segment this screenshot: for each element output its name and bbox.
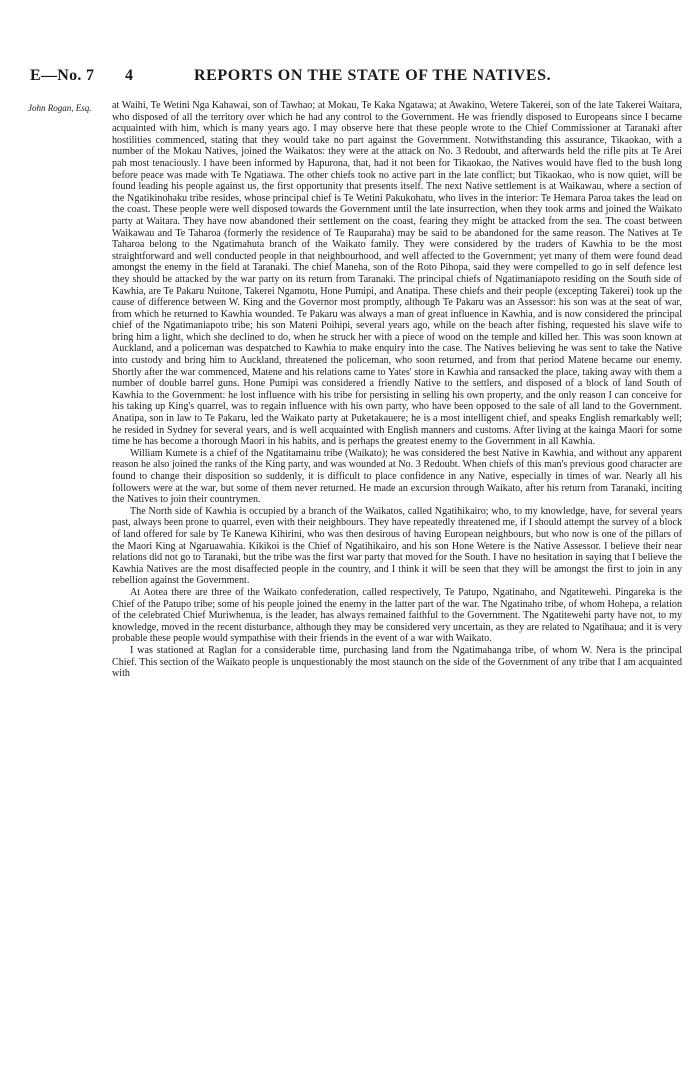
paragraph: I was stationed at Raglan for a considerable time, purchasing land from the Ngatimahanga tribe, of whom W. Nera is the principal Chief. This section of the Waikato people is unquestionably the most staunch on the side of the Government of any tribe that I am acquainted with: [112, 644, 682, 680]
body-text: [112, 100, 682, 680]
margin-author-note: John Rogan, Esq.: [28, 103, 92, 113]
paragraph: The North side of Kawhia is occupied by a branch of the Waikatos, called Ngatihikairo; who, to my knowledge, have, for several years past, always been prone to quarrel, even with their neighbours. They have repeatedly threatened me, if I should attempt the survey of a block of land offered for sale by Te Kanewa Kihirini, who was then desirous of having European neighbours, but who now is one of the pillars of the Maori King at Ngaruawahia. Kikikoi is the Chief of Ngatihikairo, and his son Hone Wetere is the Native Assessor. I believe their near relations did not go to Taranaki, but the tribe was the first war party that moved for the South. I have no hesitation in saying that I believe the Kawhia Natives are the most disaffected people in the country, and I think it will be seen that they will be amongst the first to join in any rebellion against the Government.: [112, 505, 682, 587]
paper-reference: E—No. 7: [30, 67, 95, 84]
paragraph: at Waihi, Te Wetini Nga Kahawai, son of Tawhao; at Mokau, Te Kaka Ngatawa; at Awakino, Wetere Takerei, son of the late Takerei Waitara, who disposed of all the territory over which he had any control to the Government. He was friendly disposed to Europeans since I became acquainted with him, which is many years ago. I may observe here that these people wrote to the Chief Commissioner at Taranaki after hostilities commenced, stating that they would take no part against the Government. Notwithstanding this assurance, Tikaokao, with a number of the Mokau Natives, joined the Waikatos: they were at the attack on No. 3 Redoubt, and afterwards held the rifle pits at Te Arei pah most tenaciously. I have been informed by Hapurona, that, had it not been for Tikaokao, the Natives would have fled to the bush long before peace was made with Te Ngatiawa. The other chiefs took no active part in the late conflict; but Tikaokao, who is now quiet, will be found leading his people against us, the first opportunity that presents itself. The next Native settlement is at Waikawau, where a section of the Ngatikinohaku tribe resides, whose principal chief is Te Wetini Pakukohatu, who lives in the interior: Te Hemara Paroa takes the lead on the coast. These people were well disposed towards the Government until the late insurrection, when they took arms and joined the Waikato party at Waitara. They have now abandoned their settlement on the coast, fearing they might be attacked from the sea. The coast between Waikawau and Te Taharoa (formerly the residence of Te Rauparaha) may be said to be abandoned for the same reason. The Natives at Te Taharoa belong to the Ngatimahuta branch of the Waikato family. They were considered by the traders of Kawhia to be the most straightforward and well conducted people in that neighbourhood, and well affected to the Government; yet many of them were found dead amongst the enemy in the field at Taranaki. The chief Maneha, son of the Roto Pihopa, said they were compelled to go in self defence lest they should be attacked by the war party on its return from Taranaki. The principal chiefs of Ngatimaniapoto residing on the South side of Kawhia, are Te Pakaru Nuitone, Takerei Ngamotu, Hone Pumipi, and Anatipa. These chiefs and their people (excepting Takerei) took up the cause of difference between W. King and the Governor most promptly, although Te Pakaru was an Assessor: his son was at the seat of war, from which he returned to Kawhia wounded. Te Pakaru was always a man of great influence in Kawhia, and is now considered the principal chief of the Ngatimaniapoto tribe; his son Mateni Poihipi, several years ago, while on the beach after fishing, requested his slave wife to bring him a light, which she declined to do, when he struck her with a piece of wood on the temple and killed her. This was soon known at Auckland, and a policeman was despatched to Kawhia to make enquiry into the case. The Natives believing he was sent to take the Native into custody and bring him to Auckland, threatened the policeman, who soon returned, and from that period Matene became our enemy. Shortly after the war commenced, Matene and his relations came to Yates' store in Kawhia and ransacked the place, taking away with them a number of double barrel guns. Hone Pumipi was considered a friendly Native to the settlers, and disposed of a block of land South of Kawhia to the Government: he lost influence with his tribe for persisting in selling his own property, and the only reason I can conceive for his taking up King's quarrel, was to regain influence with his own party, who have been opposed to the sale of all land to the Government. Anatipa, son in law to Te Pakaru, led the Waikato party at Puketakauere; he is a most intelligent chief, and speaks English remarkably well; he resided in Sydney for several years, and is well acquainted with English manners and customs. After living at the kainga Maori for some time he has become a thorough Maori in his habits, and is perhaps the greatest enemy to the Government in all Kawhia.: [112, 100, 682, 448]
running-title: REPORTS ON THE STATE OF THE NATIVES.: [194, 67, 552, 84]
paragraph: William Kumete is a chief of the Ngatitamainu tribe (Waikato); he was considered the best Native in Kawhia, and without any apparent reason he also joined the ranks of the King party, and was wounded at No. 3 Redoubt. When chiefs of this man's previous good character are found to change their disposition so suddenly, it is difficult to place confidence in any Native, especially in times of war. Nearly all his followers were at the war, but some of them never returned. He made an excursion through Waikato, after his return from Taranaki, inciting the Natives to join their countrymen.: [112, 447, 682, 506]
paragraph: At Aotea there are three of the Waikato confederation, called respectively, Te Patupo, Ngatinaho, and Ngatitewehi. Pingareka is the Chief of the Patupo tribe; some of his people joined the enemy in the latter part of the war. The Ngatinaho tribe, of whom Hohepa, a relation of the celebrated Chief Muriwhenua, is the leader, has always remained faithful to the Government. The Ngatitewehi party have not, to my knowledge, moved in the recent disturbance, although they may be considered very uncertain, as they are related to Ngatihaua; and it is very probable these people would sympathise with their friends in the event of a war with Waikato.: [112, 586, 682, 645]
page-number: 4: [125, 67, 133, 84]
page-header: [30, 67, 670, 91]
